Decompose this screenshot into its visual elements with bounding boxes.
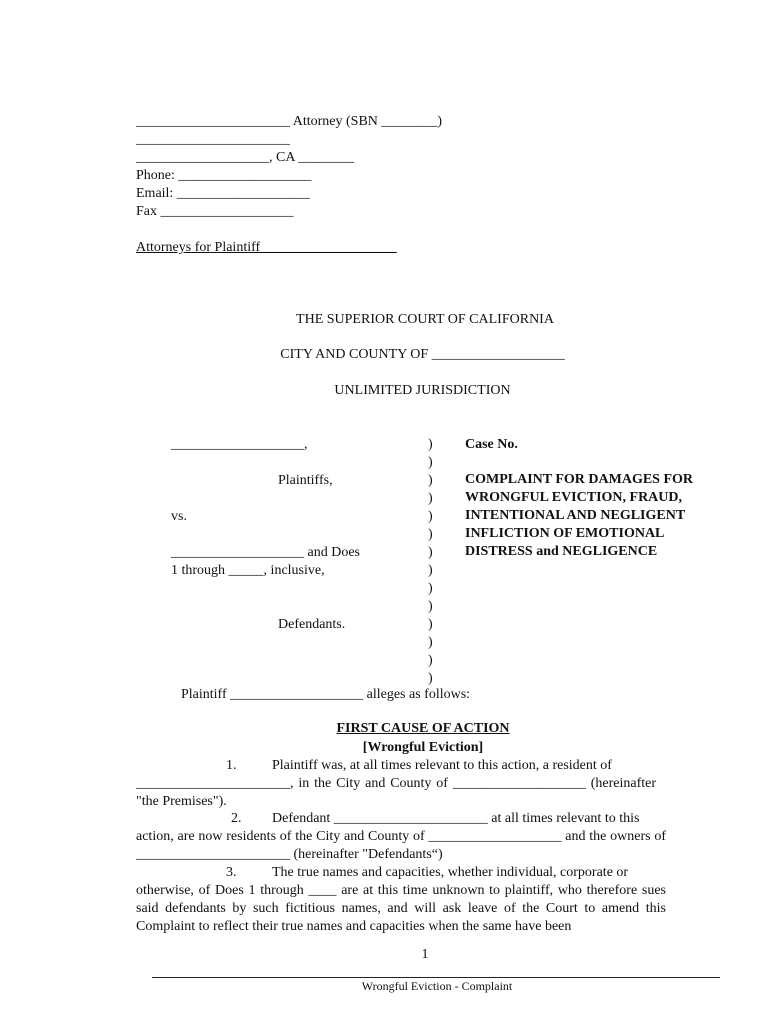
complaint-title: COMPLAINT FOR DAMAGES FOR WRONGFUL EVICTION, FRAUD, INTENTIONAL AND NEGLIGENT INFLICTION OF EMOTIONAL DISTRESS and NEGLIGENCE (465, 472, 694, 559)
attorneys-for-plaintiff: Attorneys for Plaintiff ___________________ (136, 240, 397, 255)
paren: ) (428, 599, 433, 614)
cause-of-action-subtitle: [Wrongful Eviction] (362, 740, 484, 755)
caption-paren-column (428, 436, 438, 688)
cause-of-action-title: FIRST CAUSE OF ACTION (336, 721, 510, 736)
paragraph-2-first-line: Defendant ______________________ at all times relevant to this (272, 811, 640, 826)
caption-defendants-label: Defendants. (278, 617, 346, 632)
paren: ) (428, 437, 433, 452)
case-number-label: Case No. (465, 437, 518, 452)
caption-defendant-line2: 1 through _____, inclusive, (171, 563, 325, 578)
court-name: THE SUPERIOR COURT OF CALIFORNIA (296, 312, 554, 327)
paren: ) (428, 473, 433, 488)
intro-line: Plaintiff ___________________ alleges as follows: (181, 687, 471, 702)
court-county: CITY AND COUNTY OF ___________________ (280, 347, 565, 362)
paragraph-1-number: 1. (226, 758, 237, 773)
caption-vs: vs. (171, 509, 187, 524)
paren: ) (428, 455, 433, 470)
paragraph-1-text: ______________________, in the City and County of ___________________ (hereinafter "the Premises"). (136, 776, 656, 809)
attorney-fax: Fax ___________________ (136, 204, 294, 219)
paren: ) (428, 527, 433, 542)
attorney-phone: Phone: ___________________ (136, 168, 312, 183)
paragraph-2-text: action, are now residents of the City and County of ___________________ and the owners of ______________________ (hereinafter "Defendants“) (136, 829, 666, 862)
caption-plaintiffs-label: Plaintiffs, (278, 473, 333, 488)
attorney-address-line: ______________________ (136, 132, 290, 147)
paren: ) (428, 671, 433, 686)
attorney-name-line: ______________________ Attorney (SBN ________) (136, 114, 443, 129)
paren: ) (428, 491, 433, 506)
footer-document-title: Wrongful Eviction - Complaint (361, 979, 513, 993)
paragraph-1-first-line: Plaintiff was, at all times relevant to this action, a resident of (272, 758, 612, 773)
attorney-city-line: ___________________, CA ________ (136, 150, 355, 165)
paragraph-3-first-line: The true names and capacities, whether individual, corporate or (272, 865, 629, 880)
paren: ) (428, 581, 433, 596)
page-number: 1 (421, 947, 429, 962)
paragraph-3-text: otherwise, of Does 1 through ____ are at this time unknown to plaintiff, who therefore sues said defendants by such fictitious names, and will ask leave of the Court to amend this Complaint to reflect their true names and capacities when the same have been (136, 883, 666, 934)
court-jurisdiction: UNLIMITED JURISDICTION (334, 383, 511, 398)
paren: ) (428, 635, 433, 650)
paren: ) (428, 545, 433, 560)
paragraph-3-number: 3. (226, 865, 237, 880)
paren: ) (428, 509, 433, 524)
attorney-email: Email: ___________________ (136, 186, 310, 201)
paren: ) (428, 653, 433, 668)
paren: ) (428, 617, 433, 632)
caption-defendant-line1: ___________________ and Does (171, 545, 360, 560)
caption-plaintiff-blank: ___________________, (171, 437, 308, 452)
paren: ) (428, 563, 433, 578)
paragraph-2-number: 2. (231, 811, 242, 826)
